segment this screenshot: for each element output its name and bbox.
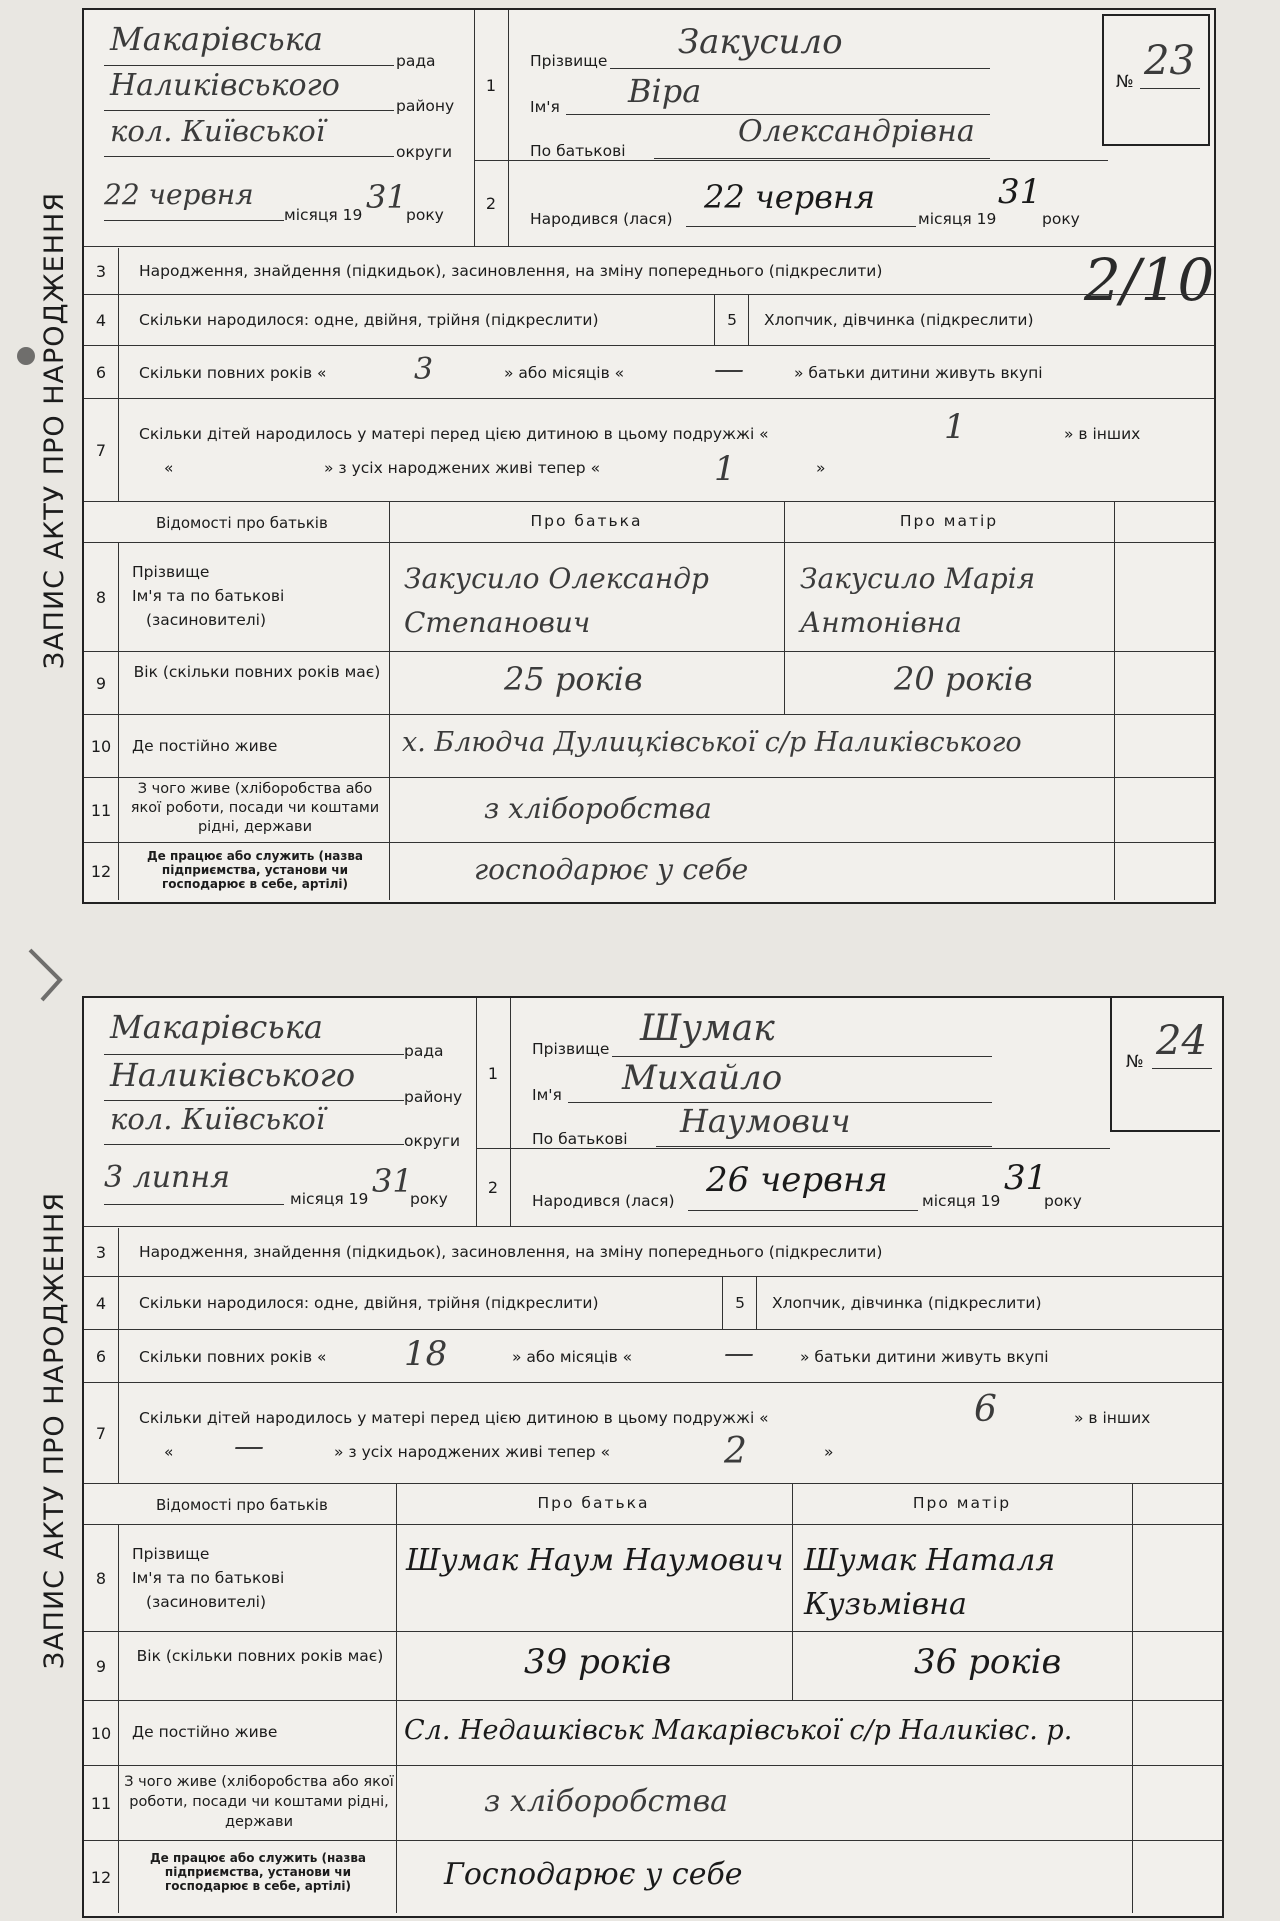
adopters-field-label: (засиновителі) [146, 1593, 267, 1611]
council-value: Макарівська [110, 20, 323, 58]
event-type-text: Народження, знайдення (підкидьок), засиновлення, на зміну попереднього (підкреслити) [139, 1243, 883, 1261]
residence-field-label: Де постійно живе [132, 737, 278, 755]
birth-record-2 [0, 990, 1280, 1921]
side-title-text: ЗАПИС АКТУ ПРО НАРОДЖЕННЯ [39, 191, 71, 669]
adopters-field-label: (засиновителі) [146, 611, 267, 629]
age-field-label: Вік (скільки повних років має) [133, 663, 381, 681]
row-number: 8 [84, 543, 119, 651]
children-this-marriage-value: 1 [944, 407, 966, 447]
council-value: Макарівська [110, 1008, 323, 1046]
side-title-text: ЗАПИС АКТУ ПРО НАРОДЖЕННЯ [39, 1191, 71, 1669]
row-9 [84, 1632, 1222, 1701]
patronymic-value: Олександрівна [738, 114, 975, 149]
children-alive-label: » з усіх народжених живі тепер « [334, 1443, 611, 1461]
workplace-field-label: Де працює або служить (назва підприємства, установи чи господарює в себе, артілі) [146, 849, 364, 891]
open-quote: « [164, 459, 174, 477]
district-value: Наликівського [110, 68, 340, 103]
row-7 [84, 399, 1214, 502]
patronymic-label: По батькові [530, 142, 626, 160]
birth-year-value: 31 [998, 172, 1042, 212]
fullname-field-label: Ім'я та по батькові [132, 1569, 285, 1587]
row-9 [84, 652, 1214, 715]
council-block [84, 998, 477, 1226]
other-marriages-label: » в інших [1064, 425, 1141, 443]
birth-date-row [510, 1148, 1220, 1226]
children-this-marriage-value: 6 [974, 1389, 997, 1430]
row-10 [84, 715, 1214, 778]
row-number: 5 [727, 311, 737, 329]
registration-month-label: місяця 19 [284, 206, 363, 224]
cohabitation-months-value: — [714, 352, 744, 387]
district-label: району [404, 1088, 463, 1106]
record-number-value: 24 [1156, 1018, 1207, 1064]
binding-hole-mark [6, 330, 46, 390]
record-number-box [1110, 998, 1220, 1132]
birth-year-label: року [1042, 210, 1080, 228]
row-4-5 [84, 295, 1214, 346]
born-label: Народився (лася) [532, 1192, 675, 1210]
row-number: 7 [84, 399, 119, 501]
birth-date-row [508, 160, 1208, 246]
livelihood-value: з хліборобства [484, 792, 712, 825]
row-3 [84, 1228, 1222, 1277]
form-frame [82, 8, 1216, 904]
surname-field-label: Прізвище [132, 1545, 210, 1563]
row-number: 9 [84, 1632, 119, 1700]
row-number: 3 [84, 1228, 119, 1276]
form-frame [82, 996, 1224, 1918]
children-alive-value: 2 [724, 1431, 747, 1472]
workplace-value: Господарює у себе [444, 1857, 743, 1892]
row-11 [84, 1766, 1222, 1841]
row-number-1: 1 [474, 10, 509, 161]
father-header: Про батька [530, 512, 643, 530]
cohabitation-years-value: 3 [414, 352, 434, 387]
cohabitation-tail: » батьки дитини живуть вкупі [794, 364, 1043, 382]
children-alive-value: 1 [714, 449, 736, 489]
surname-value: Шумак [640, 1008, 775, 1049]
patronymic-label: По батькові [532, 1130, 628, 1148]
residence-value: Сл. Недашківськ Макарівської с/р Наликівс. р. [404, 1715, 1073, 1746]
surname-field-label: Прізвище [132, 563, 210, 581]
row-number: 4 [84, 295, 119, 345]
row-number: 10 [84, 1701, 119, 1765]
row-number: 6 [84, 1330, 119, 1382]
council-label: рада [396, 52, 436, 70]
row-4-5 [84, 1277, 1222, 1330]
row-8 [84, 543, 1214, 652]
row-12 [84, 843, 1214, 900]
name-value: Віра [628, 72, 702, 110]
father-header: Про батька [537, 1494, 650, 1512]
okrug-value: кол. Київської [110, 1102, 326, 1136]
workplace-value: господарює у себе [474, 853, 749, 886]
registration-year-label: року [406, 206, 444, 224]
number-label: № [1126, 1052, 1144, 1072]
row-7 [84, 1383, 1222, 1484]
registration-date-value: 3 липня [104, 1160, 230, 1195]
row-6 [84, 346, 1214, 399]
livelihood-value: з хліборобства [484, 1784, 729, 1819]
birth-date-value: 22 червня [704, 178, 876, 216]
parents-info-header: Відомості про батьків [156, 514, 328, 532]
close-quote: » [816, 459, 826, 477]
mother-age-value: 20 років [894, 660, 1033, 698]
row-3 [84, 248, 1214, 295]
workplace-field-label: Де працює або служить (назва підприємства, установи чи господарює в себе, артілі) [149, 1851, 367, 1893]
margin-note: 2/10 [1084, 246, 1215, 314]
father-name-value: Закусило Олександр Степанович [404, 562, 709, 639]
birth-month-label: місяця 19 [918, 210, 997, 228]
row-number-2: 2 [474, 160, 509, 246]
row-number-2: 2 [476, 1148, 511, 1226]
row-number: 12 [84, 1841, 119, 1913]
birth-year-value: 31 [1004, 1158, 1048, 1198]
parents-header-row [84, 502, 1214, 543]
parents-header-row [84, 1484, 1222, 1525]
child-name-block [508, 10, 1108, 161]
cohabitation-years-label: Скільки повних років « [139, 364, 327, 382]
birth-record-1 [0, 0, 1280, 905]
row-12 [84, 1841, 1222, 1913]
name-value: Михайло [622, 1058, 783, 1098]
surname-value: Закусило [678, 22, 843, 62]
father-age-value: 25 років [504, 660, 643, 698]
mother-name-value: Закусило Марія Антонівна [800, 562, 1036, 639]
residence-value: х. Блюдча Дулицківської с/р Наликівського [402, 727, 1022, 758]
multiplicity-text: Скільки народилося: одне, двійня, трійня (підкреслити) [139, 311, 599, 329]
birth-date-value: 26 червня [706, 1160, 888, 1200]
registration-date-value: 22 червня [104, 178, 254, 211]
name-label: Ім'я [532, 1086, 562, 1104]
mother-header: Про матір [899, 512, 999, 530]
council-label: рада [404, 1042, 444, 1060]
mother-header: Про матір [912, 1494, 1012, 1512]
cohabitation-tail: » батьки дитини живуть вкупі [800, 1348, 1049, 1366]
number-label: № [1116, 72, 1134, 92]
age-field-label: Вік (скільки повних років має) [136, 1647, 384, 1665]
registration-year-value: 31 [366, 178, 407, 216]
event-type-text: Народження, знайдення (підкидьок), засиновлення, на зміну попереднього (підкреслити) [139, 262, 883, 280]
children-before-label: Скільки дітей народилось у матері перед цією дитиною в цьому подружжі « [139, 1409, 769, 1427]
open-quote: « [164, 1443, 174, 1461]
name-label: Ім'я [530, 98, 560, 116]
livelihood-field-label: З чого живе (хліборобства або якої роботи, посади чи коштами рідні, держави [130, 781, 380, 835]
row-8 [84, 1525, 1222, 1632]
row-number: 5 [735, 1294, 745, 1312]
record-number-box [1102, 14, 1210, 146]
cohabitation-months-value: — [724, 1336, 754, 1371]
close-quote: » [824, 1443, 834, 1461]
father-name-value: Шумак Наум Наумович [406, 1543, 784, 1578]
side-title [20, 110, 90, 750]
row-number: 4 [84, 1277, 119, 1329]
cohabitation-months-label: » або місяців « [512, 1348, 633, 1366]
other-marriages-label: » в інших [1074, 1409, 1151, 1427]
surname-label: Прізвище [532, 1040, 610, 1058]
registration-year-value: 31 [372, 1162, 413, 1200]
child-name-block [510, 998, 1110, 1149]
row-10 [84, 1701, 1222, 1766]
row-number: 11 [84, 778, 119, 842]
birth-year-label: року [1044, 1192, 1082, 1210]
children-before-label: Скільки дітей народилось у матері перед цією дитиною в цьому подружжі « [139, 425, 769, 443]
registration-month-label: місяця 19 [290, 1190, 369, 1208]
row-11 [84, 778, 1214, 843]
gender-text: Хлопчик, дівчинка (підкреслити) [772, 1294, 1042, 1312]
row-number: 7 [84, 1383, 119, 1483]
row-number: 3 [84, 248, 119, 294]
patronymic-value: Наумович [680, 1102, 851, 1140]
fullname-field-label: Ім'я та по батькові [132, 587, 285, 605]
council-block [84, 10, 475, 246]
mother-age-value: 36 років [914, 1642, 1062, 1682]
children-other-marriages-value: — [234, 1429, 264, 1464]
registration-year-label: року [410, 1190, 448, 1208]
gender-text: Хлопчик, дівчинка (підкреслити) [764, 311, 1034, 329]
record-number-value: 23 [1144, 38, 1195, 84]
binding-hole-mark [20, 940, 70, 1010]
livelihood-field-label: З чого живе (хліборобства або якої роботи, посади чи коштами рідні, держави [124, 1774, 394, 1830]
okrug-value: кол. Київської [110, 114, 326, 148]
row-number: 12 [84, 843, 119, 900]
district-value: Наликівського [110, 1056, 356, 1094]
residence-field-label: Де постійно живе [132, 1723, 278, 1741]
born-label: Народився (лася) [530, 210, 673, 228]
cohabitation-months-label: » або місяців « [504, 364, 625, 382]
row-number: 8 [84, 1525, 119, 1631]
row-number: 9 [84, 652, 119, 714]
multiplicity-text: Скільки народилося: одне, двійня, трійня (підкреслити) [139, 1294, 599, 1312]
row-number: 10 [84, 715, 119, 777]
mother-name-value: Шумак Наталя Кузьмівна [804, 1543, 1056, 1622]
side-title [20, 1110, 90, 1750]
okrug-label: округи [404, 1132, 461, 1150]
row-6 [84, 1330, 1222, 1383]
surname-label: Прізвище [530, 52, 608, 70]
row-number: 6 [84, 346, 119, 398]
district-label: району [396, 97, 455, 115]
parents-info-header: Відомості про батьків [156, 1496, 328, 1514]
cohabitation-years-value: 18 [404, 1334, 448, 1374]
okrug-label: округи [396, 143, 453, 161]
birth-month-label: місяця 19 [922, 1192, 1001, 1210]
cohabitation-years-label: Скільки повних років « [139, 1348, 327, 1366]
father-age-value: 39 років [524, 1642, 672, 1682]
row-number: 11 [84, 1766, 119, 1840]
children-alive-label: » з усіх народжених живі тепер « [324, 459, 601, 477]
row-number-1: 1 [476, 998, 511, 1149]
